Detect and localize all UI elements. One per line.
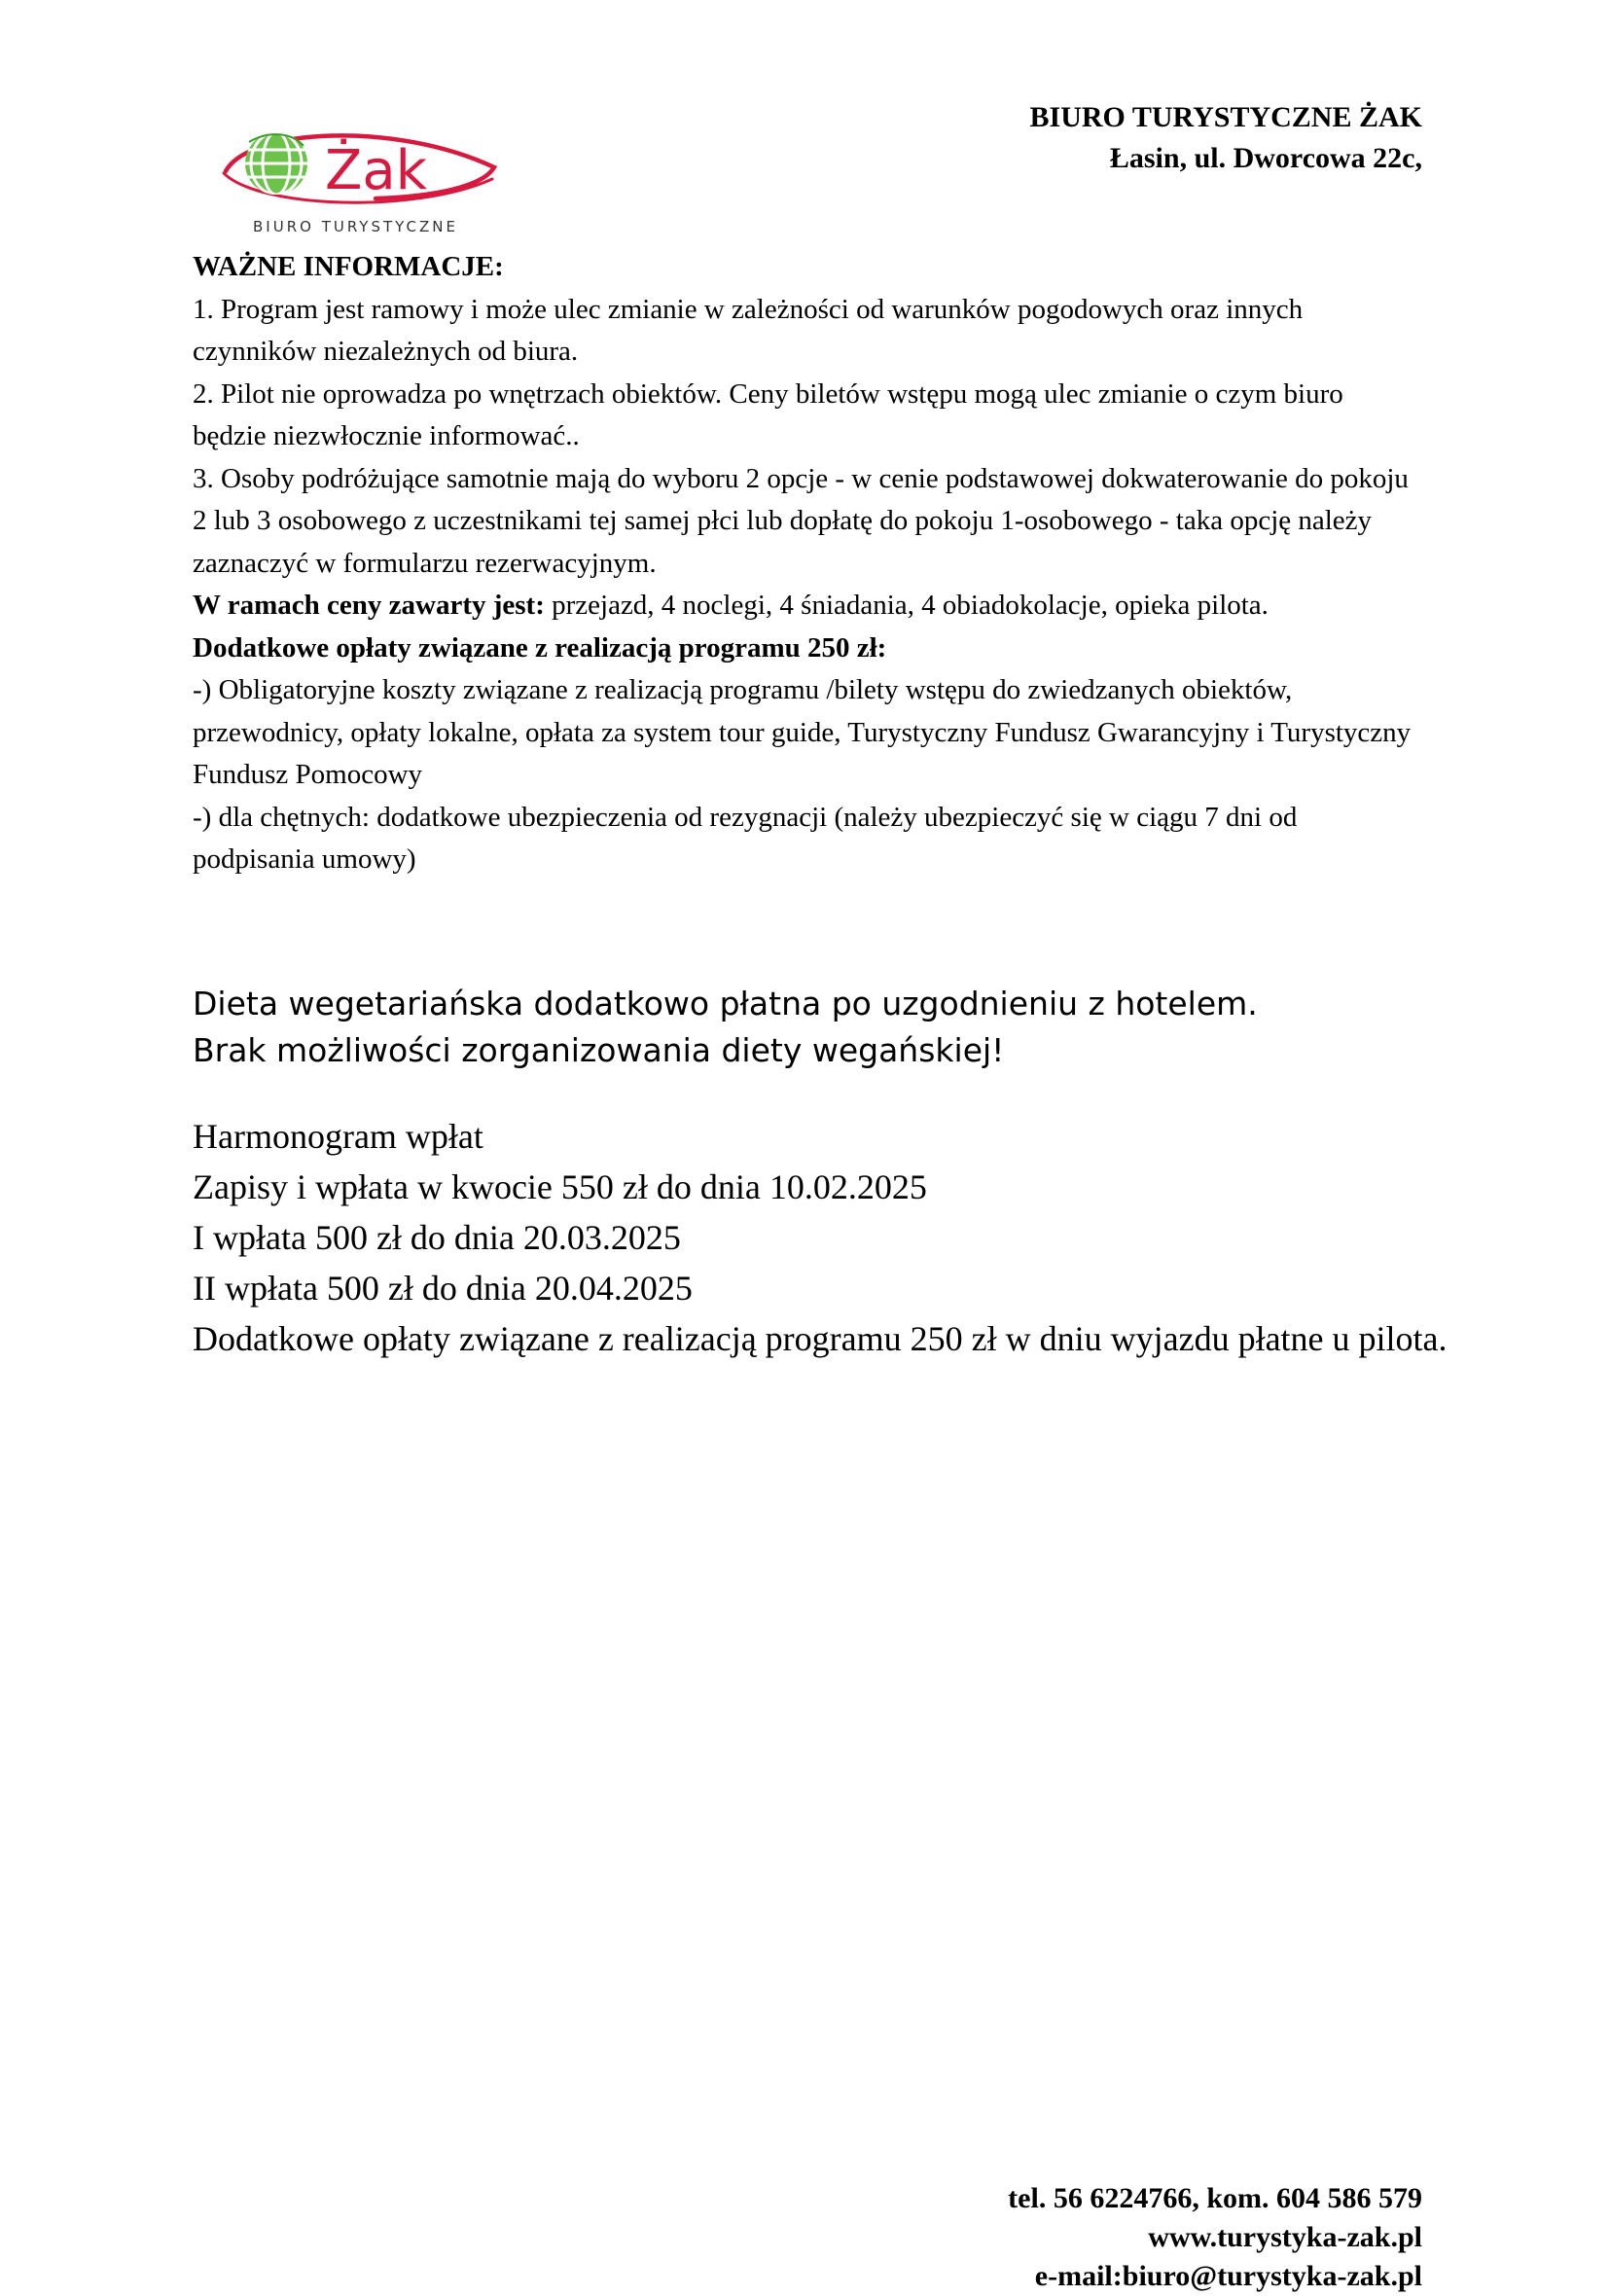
extra-fee-1: -) Obligatoryjne koszty związane z realizacją programu /bilety wstępu do zwiedzanych obiektów, przewodnicy, opłaty lokalne, opłata za system tour guide, Turystyczny Fundusz Gwarancyjny i Turystyczny Fundusz Pomocowy	[193, 674, 1412, 790]
important-info	[193, 246, 1418, 881]
info-point-3: 3. Osoby podróżujące samotnie mają do wyboru 2 opcje - w cenie podstawowej dokwaterowanie do pokoju 2 lub 3 osobowego z uczestnikami tej samej płci lub dopłatę do pokoju 1-osobowego - taka opcję należy zaznaczyć w formularzu rezerwacyjnym.	[193, 462, 1409, 579]
price-includes	[193, 585, 1418, 628]
payment-schedule	[193, 1111, 1457, 1364]
price-label: W ramach ceny zawarty jest:	[193, 590, 545, 621]
schedule-item: II wpłata 500 zł do dnia 20.04.2025	[193, 1269, 693, 1308]
diet-note	[193, 981, 1418, 1074]
contact-footer	[1008, 2179, 1422, 2296]
schedule-item: Zapisy i wpłata w kwocie 550 zł do dnia 10.02.2025	[193, 1167, 927, 1206]
globe-icon	[239, 132, 313, 195]
price-text: przejazd, 4 noclegi, 4 śniadania, 4 obiadokolacje, opieka pilota.	[544, 590, 1269, 621]
schedule-item: I wpłata 500 zł do dnia 20.03.2025	[193, 1218, 681, 1257]
info-heading: WAŻNE INFORMACJE:	[193, 251, 504, 282]
schedule-title: Harmonogram wpłat	[193, 1117, 483, 1156]
company-address: Łasin, ul. Dworcowa 22c,	[1109, 142, 1422, 174]
company-name: BIURO TURYSTYCZNE ŻAK	[1029, 101, 1422, 133]
diet-line-2: Brak możliwości zorganizowania diety wegańskiej!	[193, 1031, 1005, 1069]
company-header	[1030, 97, 1422, 179]
schedule-item: Dodatkowe opłaty związane z realizacją programu 250 zł w dniu wyjazdu płatne u pilota.	[193, 1319, 1448, 1358]
diet-line-1: Dieta wegetariańska dodatkowo płatna po uzgodnieniu z hotelem.	[193, 985, 1258, 1022]
footer-phone: tel. 56 6224766, kom. 604 586 579	[1008, 2182, 1422, 2214]
extra-fee-2: -) dla chętnych: dodatkowe ubezpieczenia od rezygnacji (należy ubezpieczyć się w ciągu 7 dni od podpisania umowy)	[193, 801, 1298, 875]
extra-fees-heading: Dodatkowe opłaty związane z realizacją programu 250 zł:	[193, 631, 887, 664]
footer-website[interactable]: www.turystyka-zak.pl	[1148, 2221, 1422, 2253]
info-point-2: 2. Pilot nie oprowadza po wnętrzach obiektów. Ceny biletów wstępu mogą ulec zmianie o czym biuro będzie niezwłocznie informować..	[193, 377, 1343, 451]
logo-tagline: BIURO TURYSTYCZNE	[253, 218, 458, 235]
footer-email[interactable]: e-mail:biuro@turystyka-zak.pl	[1034, 2260, 1422, 2292]
info-point-1: 1. Program jest ramowy i może ulec zmianie w zależności od warunków pogodowych oraz innych czynników niezależnych od biura.	[193, 293, 1304, 367]
logo-brand: Żak	[325, 139, 428, 202]
zak-logo	[220, 121, 502, 237]
